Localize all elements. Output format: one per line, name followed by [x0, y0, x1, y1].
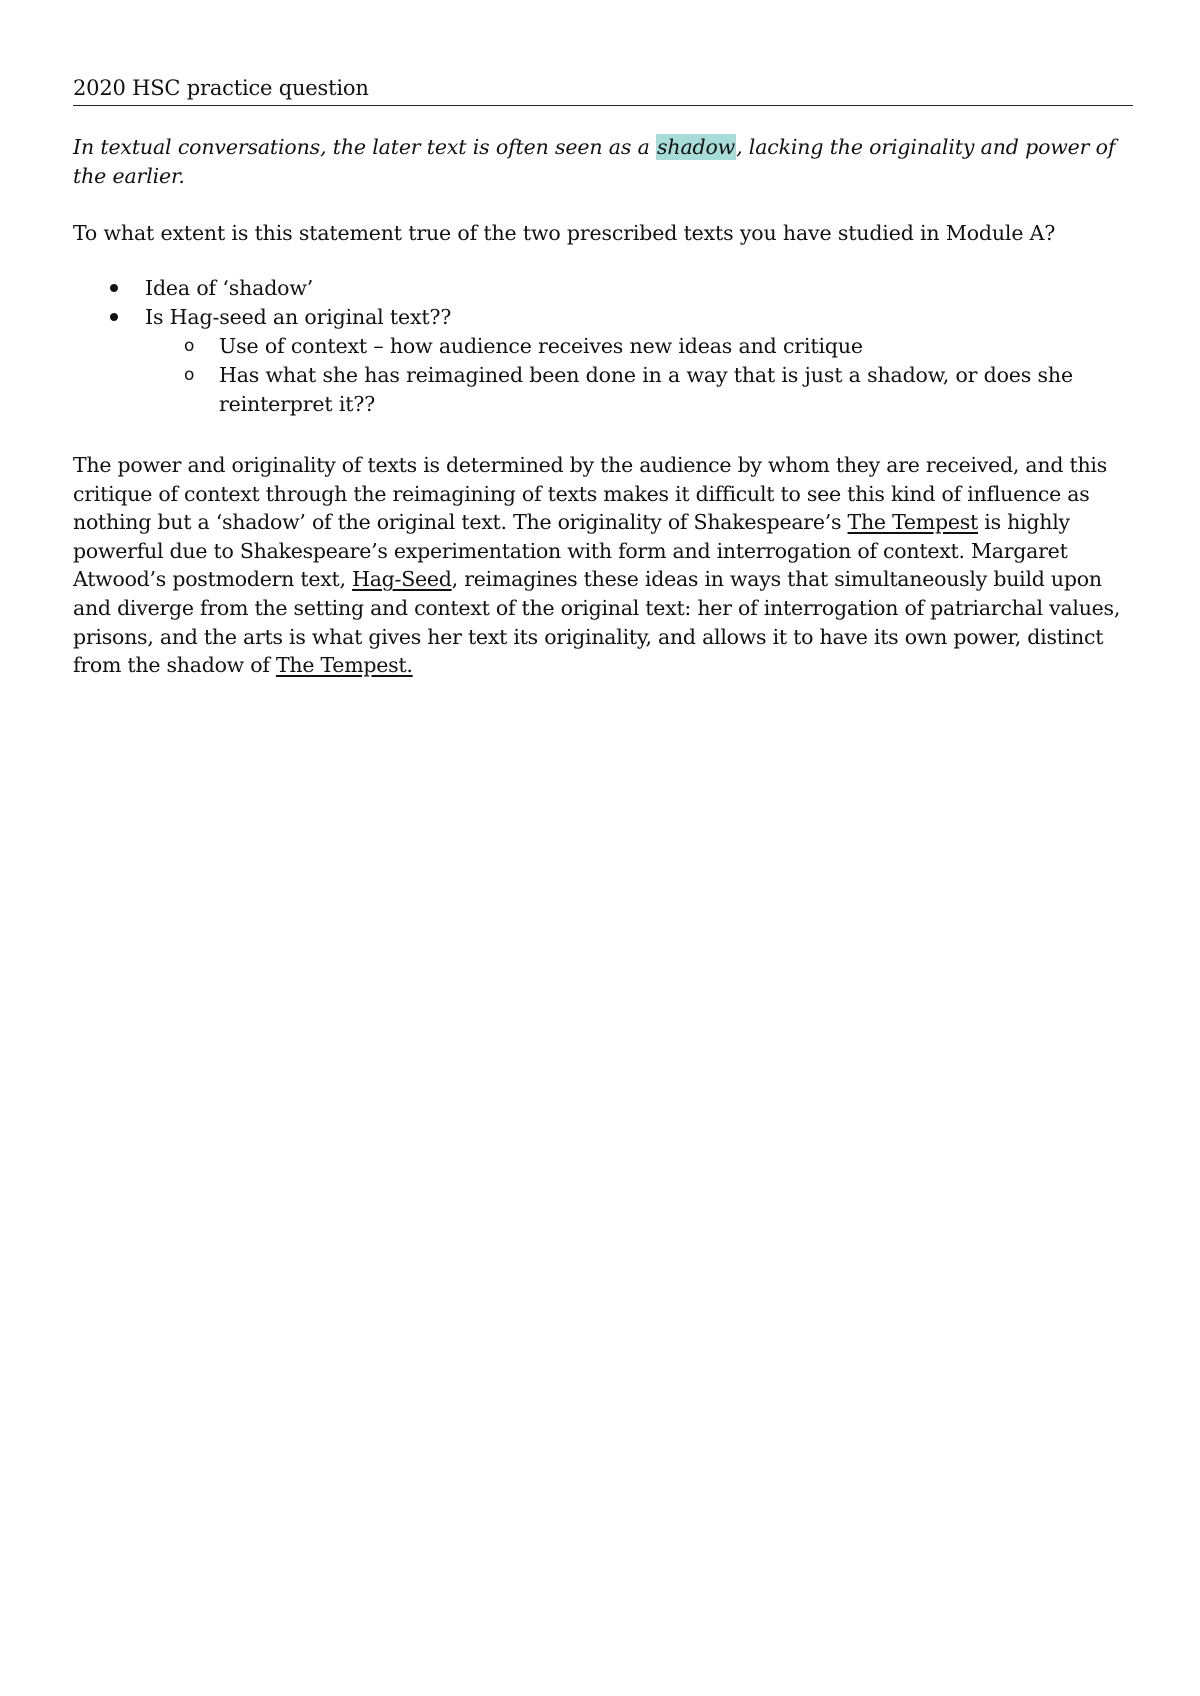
paragraph-text: The power and originality of texts is determined by the audience by whom they are received, and this critique of context through the reimagining of texts makes it difficult to see this kind of influence as nothing but a ‘shadow’ of the original text. The originality of Shakespeare’s: [73, 453, 1107, 535]
sub-bullet-text: Has what she has reimagined been done in a way that is just a shadow, or does she reinterpret it??: [219, 363, 1073, 416]
list-item: [73, 274, 1133, 303]
sub-list-item: [73, 361, 1139, 419]
bullet-text: Idea of ‘shadow’: [145, 276, 314, 300]
bullet-list: [73, 274, 1133, 419]
bullet-text: Is Hag-seed an original text??: [145, 305, 452, 329]
essay-question: To what extent is this statement true of the two prescribed texts you have studied in Module A?: [73, 221, 1056, 245]
highlighted-word: shadow: [657, 135, 736, 159]
prompt-text-before: In textual conversations, the later text is often seen as a: [73, 135, 657, 159]
document-title: 2020 HSC practice question: [73, 74, 1133, 106]
text-title-tempest: The Tempest.: [275, 653, 413, 678]
sub-bullet-icon: o: [184, 365, 195, 385]
sub-bullet-icon: o: [184, 336, 195, 356]
text-title-tempest: The Tempest: [847, 510, 978, 535]
list-item: [73, 303, 1133, 332]
paragraph-text: , reimagines these ideas in ways that simultaneously build upon and diverge from the setting and context of the original text: her of interrogation of patriarchal values, prisons, and the arts is what gives her text its originality, and allows it to have its own power, distinct from the shadow of: [73, 567, 1121, 678]
sub-bullet-text: Use of context – how audience receives new ideas and critique: [219, 334, 863, 358]
sub-list-item: [73, 332, 1139, 361]
body-paragraph: [73, 451, 1143, 680]
paragraph-text: is highly powerful due to Shakespeare’s experimentation with form and interrogation of context. Margaret Atwood’s postmodern text,: [73, 510, 1070, 592]
bullet-icon: [110, 313, 118, 321]
text-title-hag-seed: Hag-Seed: [352, 567, 452, 592]
essay-prompt: [73, 133, 1138, 191]
bullet-icon: [110, 284, 118, 292]
prompt-text-after: , lacking the originality and power of the earlier.: [73, 135, 1116, 188]
